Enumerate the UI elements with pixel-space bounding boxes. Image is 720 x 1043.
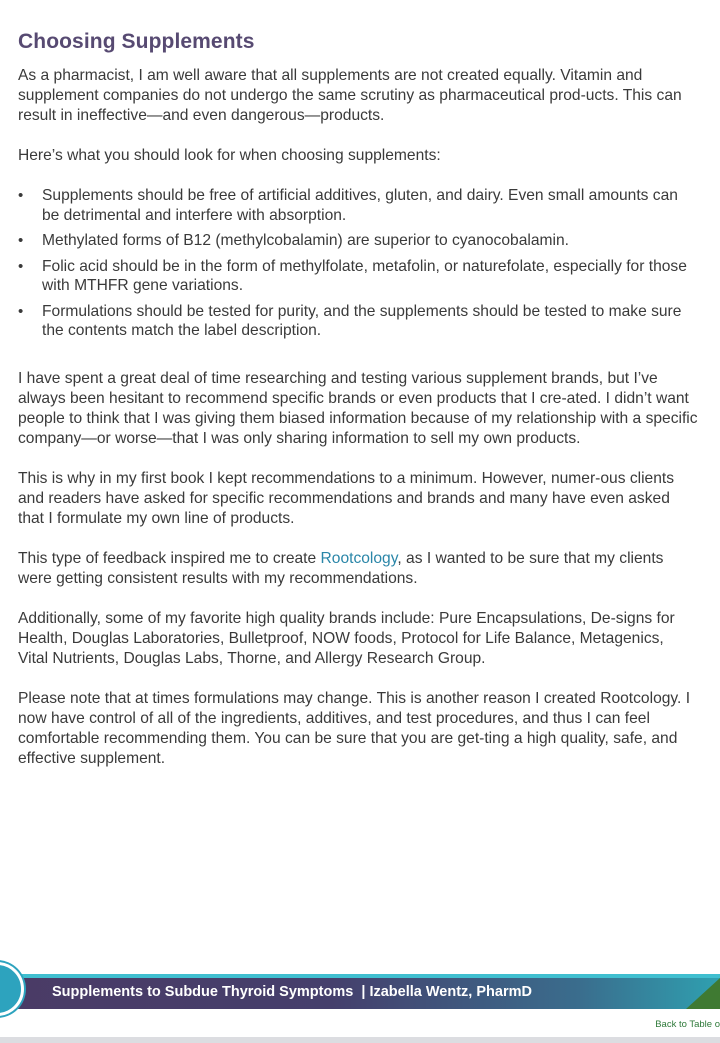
list-item-text: Methylated forms of B12 (methylcobalamin) are superior to cyanocobalamin. [42, 232, 569, 249]
bullet-dot: • [18, 257, 24, 275]
feedback-paragraph [18, 549, 698, 589]
list-item [18, 257, 698, 296]
back-to-toc-link[interactable]: Back to Table o [655, 1019, 720, 1030]
list-item-text: Formulations should be tested for purity, and the supplements should be tested to make sure the contents match the label description. [42, 302, 682, 339]
footer-separator: | [361, 984, 366, 1000]
footer-corner-triangle [686, 978, 720, 1009]
footer-author: Izabella Wentz, PharmD [369, 984, 532, 1000]
list-item [18, 186, 698, 225]
list-item-text: Folic acid should be in the form of methylfolate, metafolin, or naturefolate, especially for those with MTHFR gene variations. [42, 257, 687, 294]
list-item-text: Supplements should be free of artificial additives, gluten, and dairy. Even small amounts can be detrimental and interfere with absorption. [42, 187, 678, 224]
footer-title [52, 984, 532, 1000]
main-content [18, 30, 698, 789]
criteria-list [18, 186, 698, 341]
feedback-text-after: , as I wanted to be sure that my clients were getting consistent results with my recommendations. [18, 549, 664, 587]
bottom-edge [0, 1037, 720, 1043]
bullet-dot: • [18, 187, 24, 204]
book-paragraph: This is why in my first book I kept recommendations to a minimum. However, numer-ous clients and readers have asked for specific recommendations and brands and many have even asked that I formulate my own line of products. [18, 469, 675, 527]
intro-paragraph: As a pharmacist, I am well aware that all supplements are not created equally. Vitamin and supplement companies do not undergo the same scrutiny as pharmaceutical prod-ucts. This can result in ineffective—and even dangerous—products. [18, 67, 682, 124]
section-heading: Choosing Supplements [18, 30, 255, 53]
lead-in-paragraph: Here’s what you should look for when choosing supplements: [18, 147, 441, 164]
page-footer [0, 968, 720, 1043]
footer-book-title: Supplements to Subdue Thyroid Symptoms [52, 984, 354, 1000]
note-paragraph: Please note that at times formulations may change. This is another reason I created Rootcology. I now have control of all of the ingredients, additives, and test procedures, and thus I can feel comfortable recommending them. You can be sure that you are get-ting a high quality, safe, and effective supplement. [18, 689, 691, 767]
list-item [18, 231, 698, 251]
list-item [18, 302, 698, 341]
bullet-dot: • [18, 232, 24, 249]
brands-paragraph: Additionally, some of my favorite high quality brands include: Pure Encapsulations, De-signs for Health, Douglas Laboratories, Bulletproof, NOW foods, Protocol for Life Balance, Metagenics, Vital Nutrients, Douglas Labs, Thorne, and Allergy Research Group. [18, 609, 675, 667]
research-paragraph: I have spent a great deal of time researching and testing various supplement brands, but I’ve always been hesitant to recommend specific brands or even products that I cre-ated. I didn’t want people to think that I was giving them biased information because of my relationship with a specific company—or worse—that I was only sharing information to sell my own products. [18, 369, 698, 447]
feedback-text-before: This type of feedback inspired me to create [18, 549, 321, 567]
bullet-dot: • [18, 302, 24, 320]
rootcology-link[interactable]: Rootcology [320, 549, 398, 567]
